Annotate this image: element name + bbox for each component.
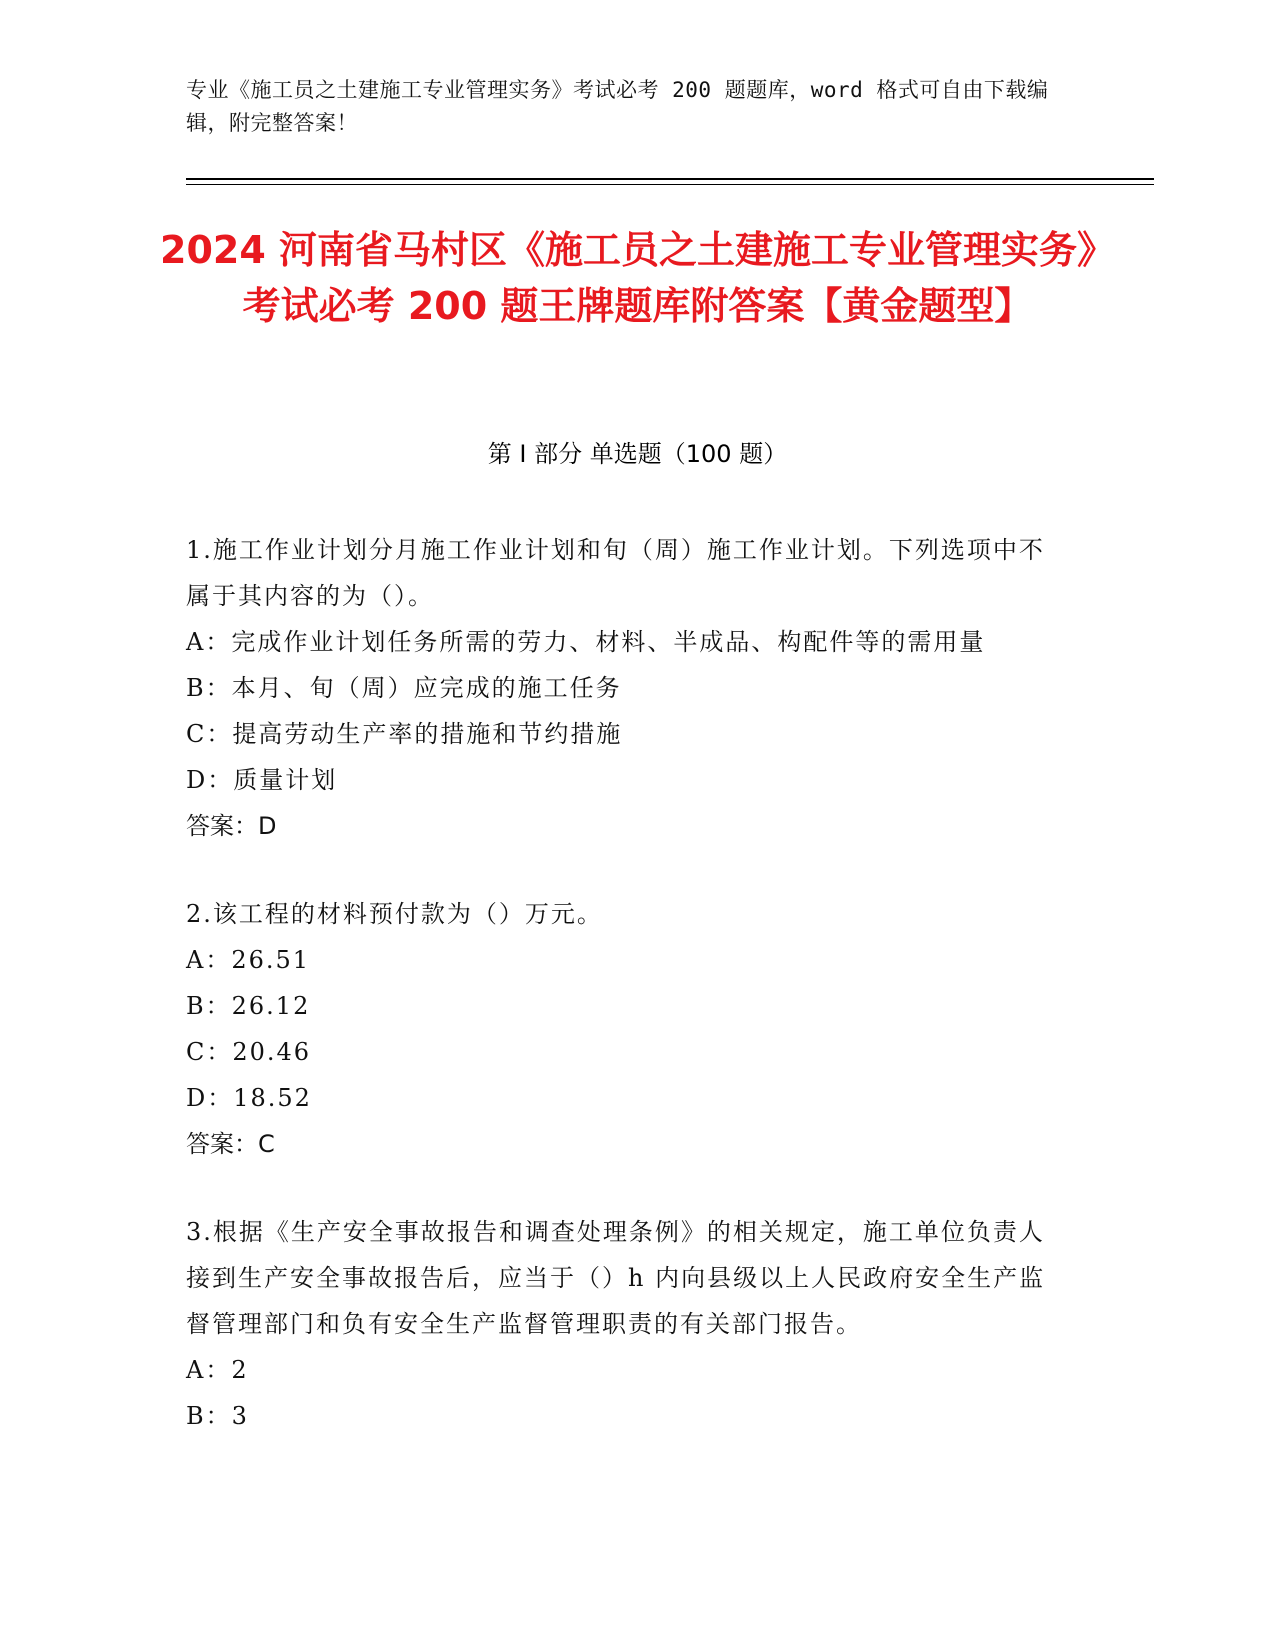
- answer: 答案：C: [186, 1130, 275, 1158]
- section-heading: 第 I 部分 单选题（100 题）: [487, 440, 788, 468]
- option-c: C：提高劳动生产率的措施和节约措施: [186, 720, 623, 748]
- option-d: D：质量计划: [186, 766, 338, 794]
- question-stem: 1.施工作业计划分月施工作业计划和旬（周）施工作业计划。下列选项中不属于其内容的为（）。: [186, 536, 1045, 610]
- option-c: C：20.46: [186, 1038, 312, 1066]
- question-list: [186, 527, 1066, 1481]
- option-a: A：26.51: [186, 946, 311, 974]
- question-1: [186, 527, 1066, 849]
- header-divider-thick: [186, 178, 1154, 180]
- header-note: 专业《施工员之土建施工专业管理实务》考试必考 200 题题库，word 格式可自由下载编辑，附完整答案！: [186, 78, 1049, 135]
- option-d: D：18.52: [186, 1084, 312, 1112]
- option-a: A：完成作业计划任务所需的劳力、材料、半成品、构配件等的需用量: [186, 628, 986, 656]
- question-stem: 2.该工程的材料预付款为（）万元。: [186, 900, 603, 928]
- header-divider-thin: [186, 184, 1154, 185]
- option-b: B：3: [186, 1402, 249, 1430]
- option-b: B：本月、旬（周）应完成的施工任务: [186, 674, 622, 702]
- option-b: B：26.12: [186, 992, 311, 1020]
- option-a: A：2: [186, 1356, 249, 1384]
- answer: 答案：D: [186, 812, 277, 840]
- document-title: 2024 河南省马村区《施工员之土建施工专业管理实务》考试必考 200 题王牌题库附答案【黄金题型】: [160, 228, 1115, 328]
- question-stem: 3.根据《生产安全事故报告和调查处理条例》的相关规定，施工单位负责人接到生产安全事故报告后，应当于（）h 内向县级以上人民政府安全生产监督管理部门和负有安全生产监督管理职责的有关部门报告。: [186, 1218, 1046, 1338]
- question-2: [186, 891, 1066, 1167]
- question-3: [186, 1209, 1066, 1439]
